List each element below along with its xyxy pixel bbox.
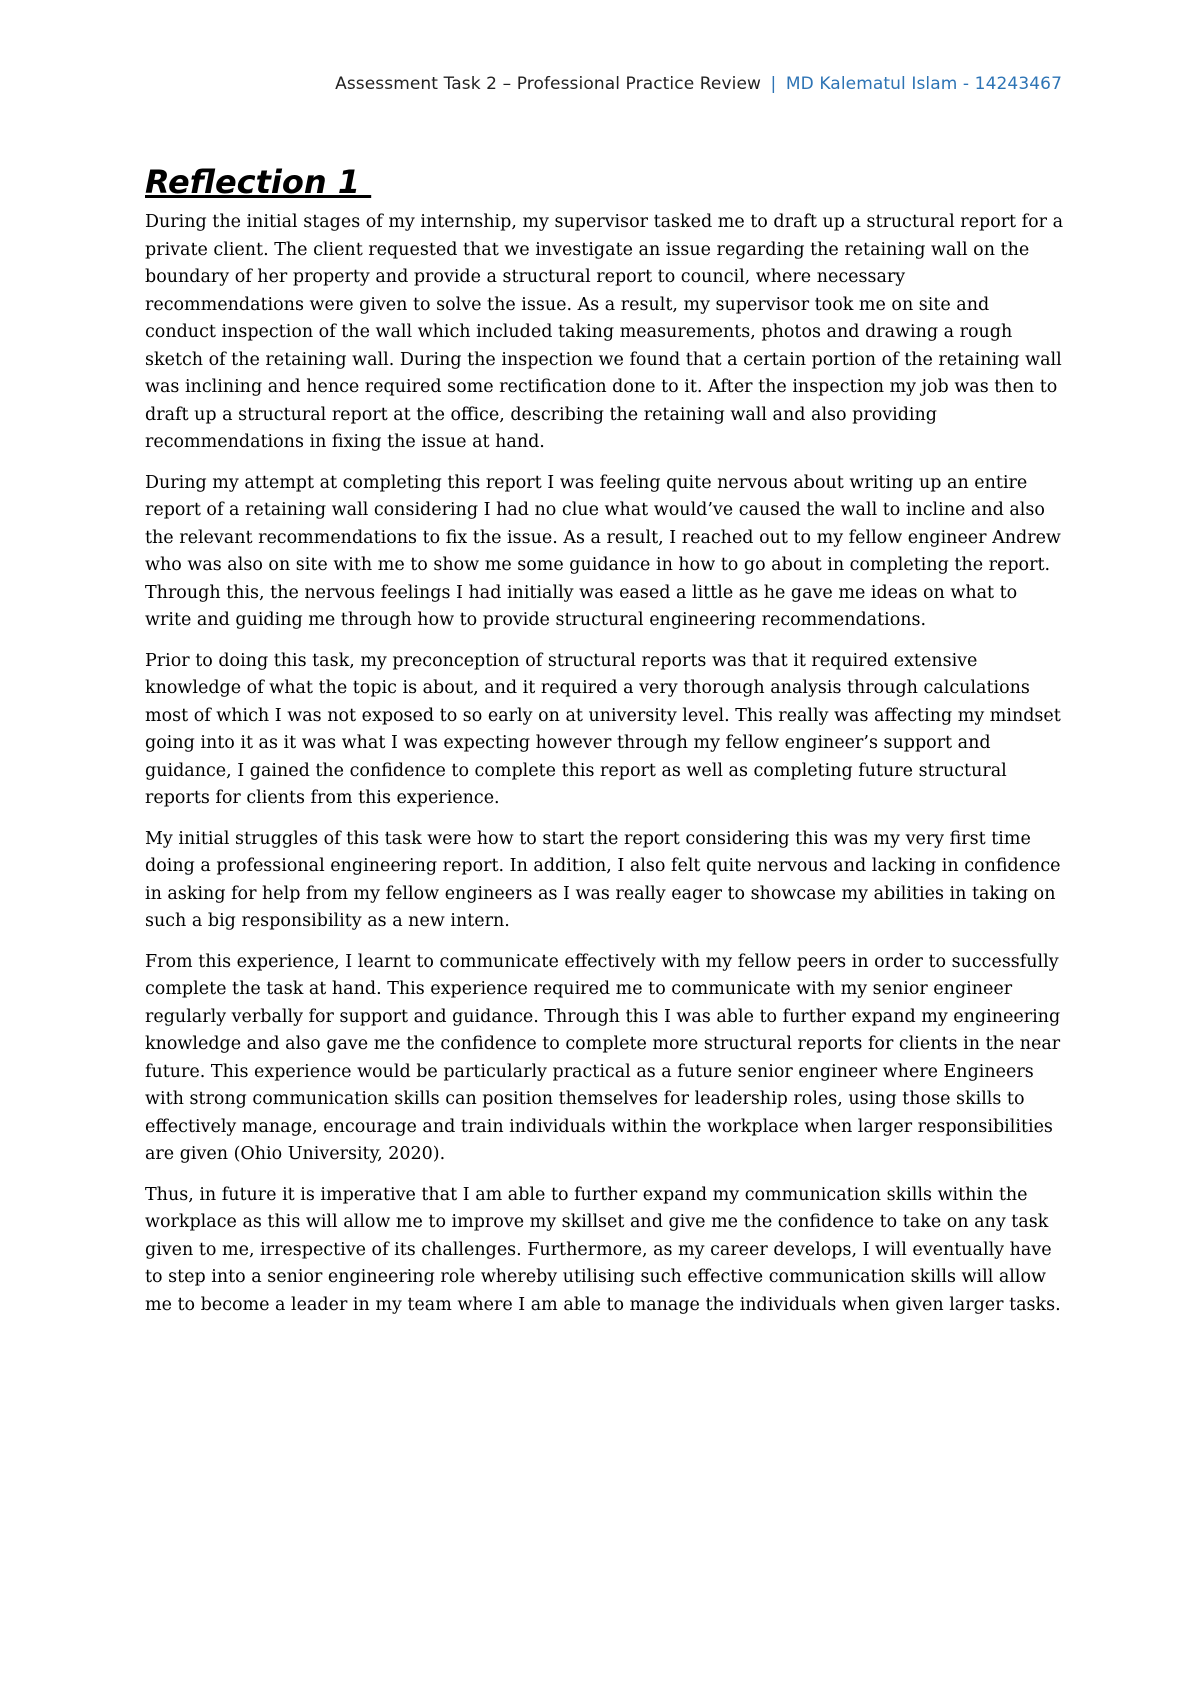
paragraph-3: Prior to doing this task, my preconception of structural reports was that it required extensive knowledge of what the topic is about, and it required a very thorough analysis through calculations most of which I was not exposed to so early on at university level. This really was affecting my mindset going into it as it was what I was expecting however through my fellow engineer’s support and guidance, I gained the confidence to complete this report as well as completing future structural reports for clients from this experience. — [145, 650, 1061, 809]
document-title: Reflection 1 — [145, 163, 372, 201]
paragraph-2: During my attempt at completing this report I was feeling quite nervous about writing up an entire report of a retaining wall considering I had no clue what would’ve caused the wall to incline and also the relevant recommendations to fix the issue. As a result, I reached out to my fellow engineer Andrew who was also on site with me to show me some guidance in how to go about in completing the report. Through this, the nervous feelings I had initially was eased a little as he gave me ideas on what to write and guiding me through how to provide structural engineering recommendations. — [145, 472, 1061, 631]
header-task-title: Assessment Task 2 – Professional Practice Review — [335, 74, 762, 94]
paragraph-5: From this experience, I learnt to communicate effectively with my fellow peers in order to successfully complete the task at hand. This experience required me to communicate with my senior engineer regularly verbally for support and guidance. Through this I was able to further expand my engineering knowledge and also gave me the confidence to complete more structural reports for clients in the near future. This experience would be particularly practical as a future senior engineer where Engineers with strong communication skills can position themselves for leadership roles, using those skills to effectively manage, encourage and train individuals within the workplace when larger responsibilities are given (Ohio University, 2020). — [145, 951, 1061, 1165]
paragraph-6: Thus, in future it is imperative that I am able to further expand my communication skills within the workplace as this will allow me to improve my skillset and give me the confidence to take on any task given to me, irrespective of its challenges. Furthermore, as my career develops, I will eventually have to step into a senior engineering role whereby utilising such effective communication skills will allow me to become a leader in my team where I am able to manage the individuals when given larger tasks. — [145, 1184, 1061, 1315]
paragraph-1: During the initial stages of my internship, my supervisor tasked me to draft up a structural report for a private client. The client requested that we investigate an issue regarding the retaining wall on the boundary of her property and provide a structural report to council, where necessary recommendations were given to solve the issue. As a result, my supervisor took me on site and conduct inspection of the wall which included taking measurements, photos and drawing a rough sketch of the retaining wall. During the inspection we found that a certain portion of the retaining wall was inclining and hence required some rectification done to it. After the inspection my job was then to draft up a structural report at the office, describing the retaining wall and also providing recommendations in fixing the issue at hand. — [145, 212, 1064, 453]
header-separator: | — [770, 74, 777, 94]
paragraph-4: My initial struggles of this task were how to start the report considering this was my very first time doing a professional engineering report. In addition, I also felt quite nervous and lacking in confidence in asking for help from my fellow engineers as I was really eager to showcase my abilities in taking on such a big responsibility as a new intern. — [145, 828, 1061, 932]
document-body — [145, 165, 1065, 1332]
header-author: MD Kalematul Islam - 14243467 — [785, 74, 1062, 94]
page-header — [335, 74, 1062, 94]
